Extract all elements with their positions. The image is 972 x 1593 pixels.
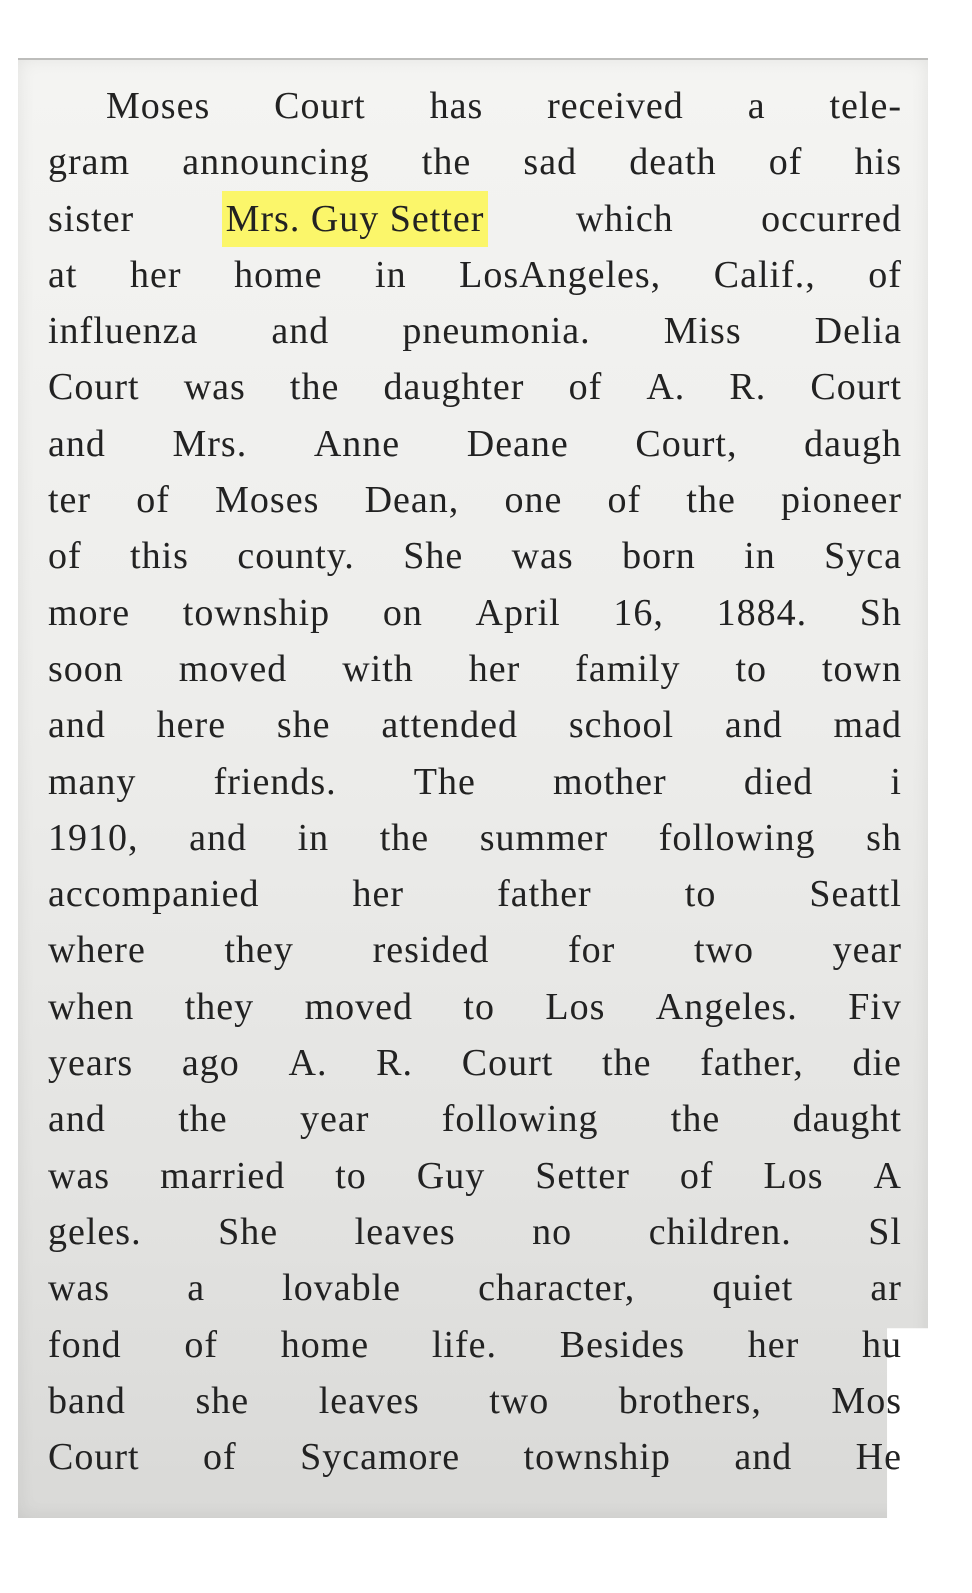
word: leaves (354, 1210, 456, 1253)
word: brothers, (618, 1379, 762, 1422)
word: Court, (635, 422, 738, 465)
word: gram (48, 141, 131, 184)
word: and (48, 704, 106, 747)
word: lovable (282, 1267, 401, 1310)
word: and (48, 1098, 106, 1141)
text-line (48, 191, 902, 247)
word: Anne (313, 422, 401, 465)
word: Moses (215, 479, 320, 522)
word: A. (288, 1042, 328, 1085)
word: and (724, 704, 783, 747)
word: Court (274, 85, 366, 127)
word: married (160, 1154, 286, 1197)
text-line (48, 1317, 902, 1373)
word: Sh (859, 591, 902, 634)
word: no (532, 1210, 573, 1253)
word: LosAngeles, (459, 253, 662, 296)
word: i (890, 760, 902, 803)
word: sh (866, 816, 902, 859)
word: they (224, 929, 294, 972)
text-line (48, 528, 902, 584)
word: Los (763, 1154, 824, 1197)
word: and (48, 422, 106, 465)
word: the (379, 816, 430, 859)
word: announcing (182, 141, 370, 184)
word: ter (48, 479, 92, 522)
word: A. (646, 366, 686, 409)
word: on (382, 591, 423, 634)
word: daught (792, 1098, 902, 1141)
word: ar (870, 1267, 902, 1310)
word: moved (304, 985, 413, 1028)
word: mother (553, 760, 667, 803)
word: April (475, 591, 561, 634)
word: occurred (761, 197, 902, 240)
word: fond (48, 1323, 122, 1366)
word: to (335, 1154, 367, 1197)
highlighted-name: Mrs. Guy Setter (222, 191, 489, 247)
word: 1884. (716, 591, 808, 634)
word: father (497, 873, 592, 916)
word: her (468, 647, 521, 690)
word: band (48, 1379, 126, 1422)
word: pneumonia. (402, 310, 591, 353)
word: the (670, 1098, 721, 1141)
obituary-article-text (48, 78, 902, 1485)
text-line (48, 1204, 902, 1260)
word: following (441, 1098, 599, 1141)
word: Sycamore (300, 1436, 461, 1479)
text-line (48, 1091, 902, 1147)
text-line (48, 1035, 902, 1091)
word: Court (48, 366, 140, 409)
word: a (187, 1267, 206, 1310)
word: they (184, 985, 255, 1028)
word: her (747, 1323, 800, 1366)
word: and (734, 1436, 793, 1479)
word: in (744, 535, 776, 578)
text-line (48, 416, 902, 472)
word: of (136, 479, 170, 522)
word: Court (461, 1042, 554, 1085)
word: year (299, 1098, 370, 1141)
word: the (178, 1098, 228, 1141)
word: ago (181, 1042, 240, 1085)
text-line (48, 810, 902, 866)
word: two (489, 1379, 550, 1422)
word: Setter (535, 1154, 630, 1197)
word: sister (48, 197, 135, 240)
text-line (48, 472, 902, 528)
word: He (855, 1436, 902, 1479)
word: Fiv (848, 985, 902, 1028)
word: his (854, 141, 902, 184)
text-line (48, 78, 902, 134)
word: Seattl (809, 873, 902, 916)
word: many (48, 760, 137, 803)
word: She (403, 535, 464, 578)
word: of (568, 366, 603, 409)
word: death (629, 141, 717, 184)
word: She (218, 1210, 279, 1253)
word: tele- (829, 85, 902, 127)
word: daughter (383, 366, 525, 409)
word: here (156, 704, 227, 747)
word: a (747, 85, 766, 127)
word: Court (810, 366, 902, 409)
word: hu (861, 1323, 902, 1366)
text-line (48, 922, 902, 978)
word: Guy (416, 1154, 486, 1197)
word: of (768, 141, 803, 184)
word: sad (523, 141, 578, 184)
word: R. (376, 1042, 414, 1085)
word: of (679, 1154, 714, 1197)
word: town (822, 647, 902, 690)
word: received (547, 85, 684, 127)
word: she (276, 704, 331, 747)
word: 16, (613, 591, 664, 634)
word: following (658, 816, 816, 859)
word: home (234, 253, 323, 296)
word: where (48, 929, 146, 972)
text-line (48, 247, 902, 303)
word: daugh (804, 422, 902, 465)
word: which (575, 197, 674, 240)
word: was (48, 1154, 111, 1197)
text-line (48, 979, 902, 1035)
text-line (48, 1373, 902, 1429)
word: The (413, 760, 476, 803)
word: Angeles. (655, 985, 798, 1028)
word: and (271, 310, 330, 353)
word: Court (48, 1436, 140, 1479)
word: of (607, 479, 642, 522)
word: A (873, 1154, 902, 1197)
word: resided (372, 929, 490, 972)
word: leaves (318, 1379, 420, 1422)
word: in (375, 253, 407, 296)
word: she (195, 1379, 250, 1422)
word: friends. (213, 760, 337, 803)
word: when (48, 985, 135, 1028)
word: Los (545, 985, 606, 1028)
word: children. (648, 1210, 792, 1253)
word: in (297, 816, 330, 859)
text-line (48, 1260, 902, 1316)
word: has (429, 85, 484, 127)
text-line (48, 359, 902, 415)
word: more (48, 591, 131, 634)
word: was (183, 366, 246, 409)
word: for (567, 929, 616, 972)
text-line (48, 697, 902, 753)
word: Sl (868, 1210, 902, 1253)
text-line (48, 1429, 902, 1485)
word: year (832, 929, 902, 972)
word: mad (833, 704, 902, 747)
word: of (203, 1436, 237, 1479)
word: life. (431, 1323, 498, 1366)
word: to (463, 985, 495, 1028)
word: R. (729, 366, 767, 409)
word: 1910, (48, 816, 139, 859)
word: was (48, 1267, 111, 1310)
word: with (342, 647, 414, 690)
word: of (48, 535, 82, 578)
clipping-top-edge (18, 58, 928, 60)
text-line (48, 866, 902, 922)
word: to (684, 873, 717, 916)
text-line (48, 1148, 902, 1204)
word: her (129, 253, 182, 296)
word: summer (479, 816, 609, 859)
word: Besides (559, 1323, 685, 1366)
word: character, (478, 1267, 636, 1310)
text-line (48, 134, 902, 190)
word: this (130, 535, 189, 578)
word: attended (381, 704, 519, 747)
word: and (189, 816, 247, 859)
word: home (280, 1323, 370, 1366)
text-line (48, 585, 902, 641)
word: family (575, 647, 681, 690)
word: township (182, 591, 331, 634)
word: accompanied (48, 873, 260, 916)
text-line (48, 641, 902, 697)
word: Syca (824, 535, 902, 578)
word: Calif., (713, 253, 816, 296)
word: was (511, 535, 574, 578)
word: the (686, 479, 736, 522)
word: father, (700, 1042, 804, 1085)
text-line (48, 754, 902, 810)
word: Delia (814, 310, 902, 353)
word: years (48, 1042, 134, 1085)
word: the (421, 141, 472, 184)
word: Mos (831, 1379, 902, 1422)
word: died (743, 760, 814, 803)
word: two (693, 929, 754, 972)
word: of (868, 253, 902, 296)
word: quiet (712, 1267, 794, 1310)
word: born (622, 535, 696, 578)
word: soon (48, 647, 124, 690)
word: pioneer (781, 479, 902, 522)
word: Dean, (364, 479, 460, 522)
word: Deane (466, 422, 569, 465)
word: the (602, 1042, 652, 1085)
word: one (504, 479, 563, 522)
word: Miss (663, 310, 742, 353)
word: geles. (48, 1210, 142, 1253)
word: Mrs. (172, 422, 248, 465)
word: at (48, 253, 78, 296)
word: moved (178, 647, 288, 690)
word: school (568, 704, 675, 747)
word: her (352, 873, 405, 916)
word: Moses (106, 85, 211, 127)
word: to (735, 647, 768, 690)
text-line (48, 303, 902, 359)
word: the (289, 366, 340, 409)
word: county. (237, 535, 355, 578)
word: influenza (48, 310, 199, 353)
word: die (852, 1042, 902, 1085)
word: township (523, 1436, 671, 1479)
word: of (184, 1323, 219, 1366)
